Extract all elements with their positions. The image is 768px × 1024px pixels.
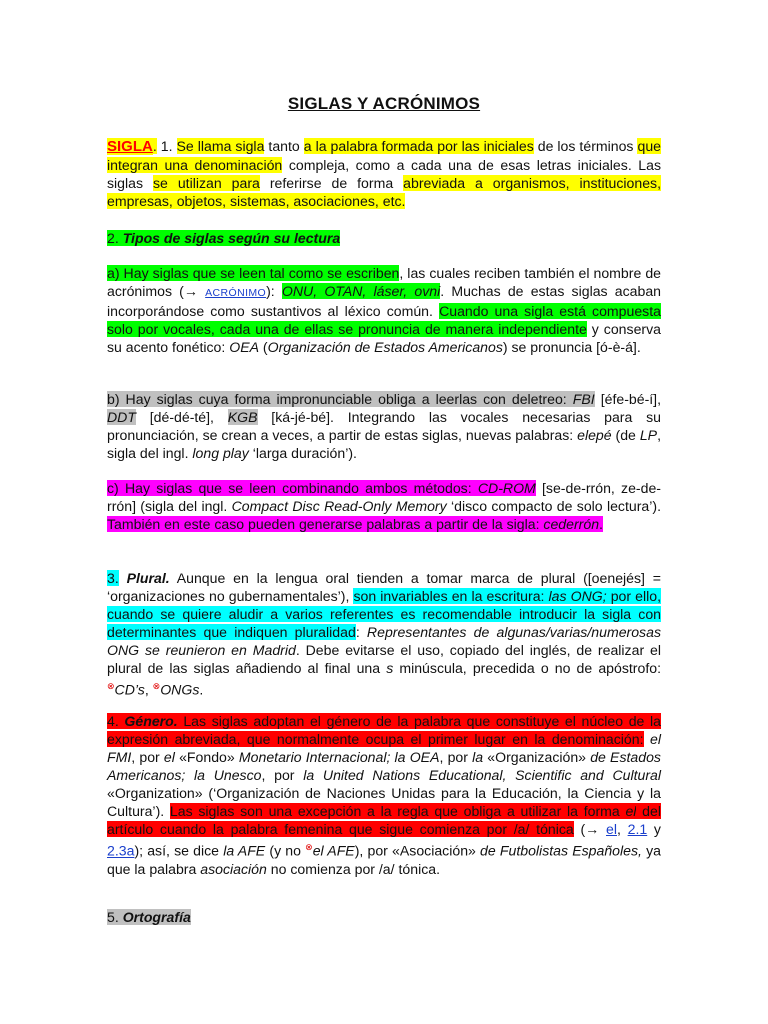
paragraph-type-a: a) Hay siglas que se leen tal como se escriben, las cuales reciben también el nombre de acrónimos (→ ACRÓNIMO): ONU, OTAN, láser, ovni. Muchas de estas siglas acaban incorporándose como sustantivos al léxico común. Cuando una sigla está compuesta solo por vocales, cada una de ellas se pronuncia de manera independiente y conserva su acento fonético: OEA (Organización de Estados Americanos) se pronuncia [ó-è-á]. bbox=[107, 265, 662, 355]
plural-heading: Plural. bbox=[126, 570, 170, 586]
section-title: Ortografía bbox=[122, 909, 191, 925]
link-acronimo[interactable]: ACRÓNIMO bbox=[205, 287, 267, 299]
link-2-1[interactable]: 2.1 bbox=[627, 821, 648, 837]
paragraph-genero: 4. Género. Las siglas adoptan el género de la palabra que constituye el núcleo de la expresión abreviada, que normalmente ocupa el primer lugar en la denominación: el FMI, por el «Fondo» Monetario Internacional; la OEA, por la «Organización» de Estados Americanos; la Unesco, por la United Nations Educational, Scientific and Cultural «Organization» (‘Organización de Naciones Unidas para la Educación, la Ciencia y la Cultura’). Las siglas son una excepción a la regla que obliga a utilizar la forma el del artículo cuando la palabra femenina que sigue comienza por /a/ tónica (→ el, 2.1 y 2.3a); así, se dice la AFE (y no ⊗el AFE), por «Asociación» de Futbolistas Españoles, ya que la palabra asociación no comienza por /a/ tónica. bbox=[107, 713, 662, 877]
term-sigla: SIGLA bbox=[107, 138, 153, 155]
link-2-3a[interactable]: 2.3a bbox=[107, 842, 135, 859]
incorrect-mark-icon: ⊗ bbox=[107, 681, 115, 691]
link-el[interactable]: el bbox=[606, 821, 617, 837]
paragraph-type-b: b) Hay siglas cuya forma impronunciable obliga a leerlas con deletreo: FBI [éfe-bé-í], DDT [dé-dé-té], KGB [ká-jé-bé]. Integrando las vocales necesarias para su pronunciación, se crean a veces, a partir de estas siglas, nuevas palabras: elepé (de LP, sigla del ingl. long play ‘larga duración’). bbox=[107, 391, 662, 461]
incorrect-mark-icon: ⊗ bbox=[305, 842, 313, 852]
section-title: Tipos de siglas según su lectura bbox=[122, 230, 341, 246]
section-heading-tipos bbox=[107, 229, 661, 247]
paragraph-sigla-definition: SIGLA. 1. Se llama sigla tanto a la palabra formada por las iniciales de los términos que integran una denominación compleja, como a cada una de esas letras iniciales. Las siglas se utilizan para referirse de forma abreviada a organismos, instituciones, empresas, objetos, sistemas, asociaciones, etc. bbox=[107, 138, 662, 209]
incorrect-mark-icon: ⊗ bbox=[152, 681, 161, 691]
genero-heading: Género. bbox=[124, 713, 178, 729]
section-heading-ortografia bbox=[107, 908, 661, 926]
paragraph-type-c: c) Hay siglas que se leen combinando ambos métodos: CD-ROM [se-de-rrón, ze-de-rrón] (sigla del ingl. Compact Disc Read-Only Memory ‘disco compacto de solo lectura’). También en este caso pueden generarse palabras a partir de la sigla: cederrón. bbox=[107, 480, 662, 532]
paragraph-plural: 3. Plural. Aunque en la lengua oral tienden a tomar marca de plural ([oenejés] = ‘organizaciones no gubernamentales’), son invariables en la escritura: las ONG; por ello, cuando se quiere aludir a varios referentes es recomendable introducir la sigla con determinantes que indiquen pluralidad: Representantes de algunas/varias/numerosas ONG se reunieron en Madrid. Debe evitarse el uso, copiado del inglés, de realizar el plural de las siglas añadiendo al final una s minúscula, precedida o no de apóstrofo: ⊗CD’s, ⊗ONGs. bbox=[107, 570, 661, 698]
section-number: 5. bbox=[107, 909, 119, 925]
section-number: 2. bbox=[107, 230, 119, 246]
page-title: SIGLAS Y ACRÓNIMOS bbox=[287, 94, 481, 113]
